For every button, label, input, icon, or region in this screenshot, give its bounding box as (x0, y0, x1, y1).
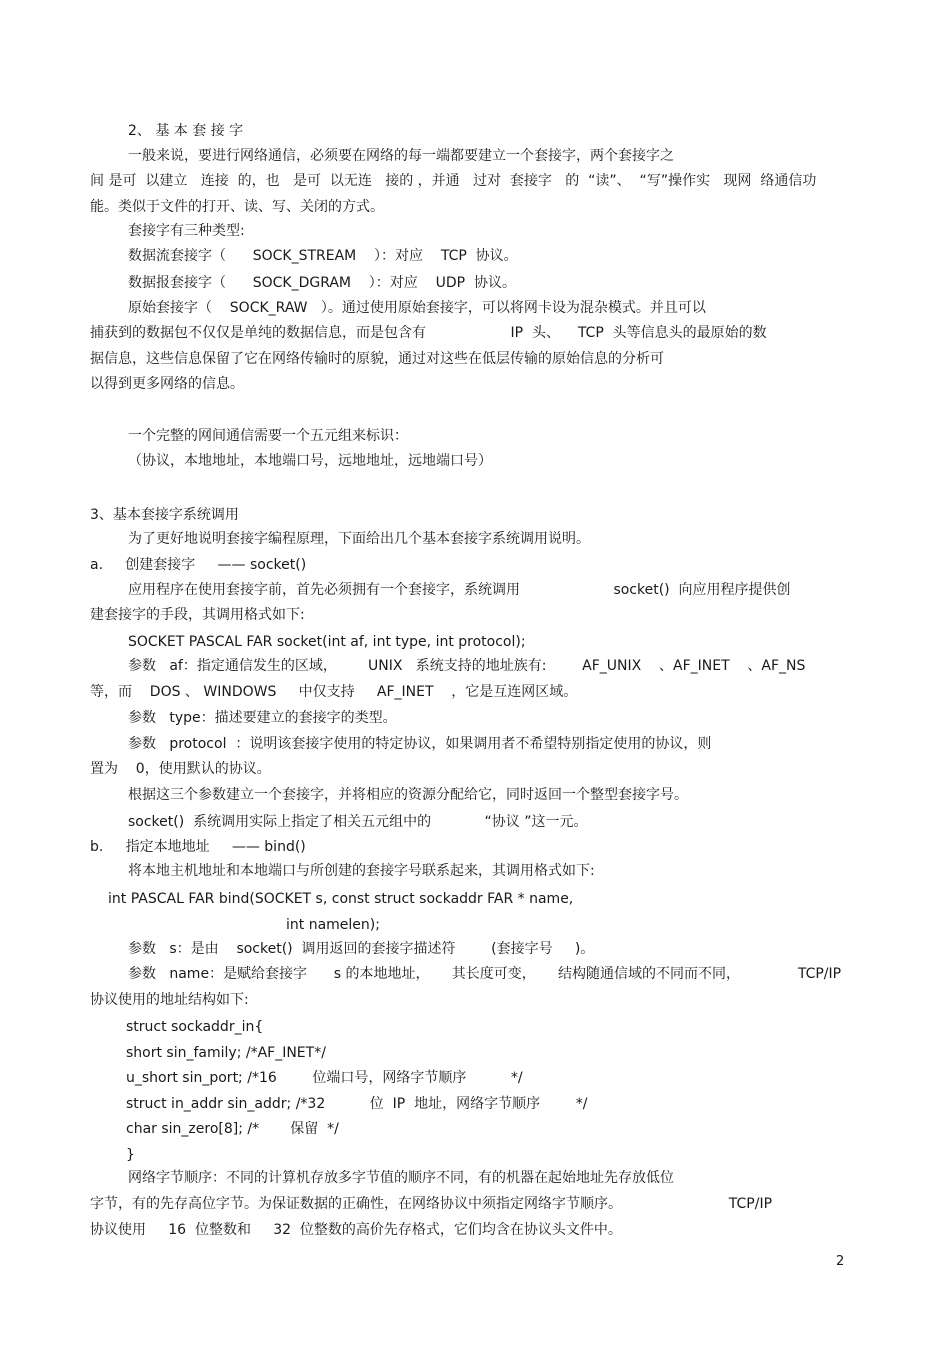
section-2-heading: 2、 基 本 套 接 字 (128, 123, 244, 139)
struct-line: u_short sin_port; /*16 位端口号，网络字节顺序 */ (126, 1070, 523, 1086)
socket-note: socket() 系统调用实际上指定了相关五元组中的 “协议 ”这一元。 (128, 814, 588, 830)
struct-line: struct in_addr sin_addr; /*32 位 IP 地址，网络字节顺序 */ (126, 1096, 588, 1112)
struct-line: struct sockaddr_in{ (126, 1019, 264, 1035)
socket-types-intro: 套接字有三种类型: (128, 223, 245, 239)
paragraph-line: 等，而 DOS 、 WINDOWS 中仅支持 AF_INET ，它是互连网区域。 (90, 684, 578, 700)
item-b-title: b. 指定本地地址 —— bind() (90, 839, 306, 855)
bind-signature-line-2: int namelen); (286, 917, 380, 933)
param-type: 参数 type：描述要建立的套接字的类型。 (128, 710, 397, 726)
paragraph-line: 捕获到的数据包不仅仅是单纯的数据信息，而是包含有 IP 头、 TCP 头等信息头的最原始的数 (90, 325, 767, 341)
struct-line: } (126, 1147, 135, 1163)
paragraph-line: 字节，有的先存高位字节。为保证数据的正确性，在网络协议中须指定网络字节顺序。 TCP/IP (90, 1196, 773, 1212)
bind-intro: 将本地主机地址和本地端口与所创建的套接字号联系起来，其调用格式如下: (128, 863, 595, 879)
page-number: 2 (836, 1254, 845, 1269)
paragraph-line: 能。类似于文件的打开、读、写、关闭的方式。 (90, 199, 384, 215)
param-s: 参数 s：是由 socket() 调用返回的套接字描述符 (套接字号 )。 (128, 941, 595, 957)
paragraph-line: 以得到更多网络的信息。 (90, 376, 244, 392)
paragraph-line: 一般来说，要进行网络通信，必须要在网络的每一端都要建立一个套接字，两个套接字之 (128, 148, 674, 164)
section-3-intro: 为了更好地说明套接字编程原理，下面给出几个基本套接字系统调用说明。 (128, 531, 590, 547)
paragraph-line: 间 是可 以建立 连接 的，也 是可 以无连 接的 ，并通 过对 套接字 的 “读”、 “写”操作实 现网 络通信功 (90, 173, 817, 189)
paragraph-line: 网络字节顺序：不同的计算机存放多字节值的顺序不同，有的机器在起始地址先存放低位 (128, 1170, 674, 1186)
five-tuple-intro: 一个完整的网间通信需要一个五元组来标识： (128, 428, 408, 444)
section-3-heading: 3、基本套接字系统调用 (90, 507, 239, 523)
socket-type-dgram: 数据报套接字（ SOCK_DGRAM ）：对应 UDP 协议。 (128, 275, 516, 291)
paragraph-line: 置为 0，使用默认的协议。 (90, 761, 271, 777)
struct-line: char sin_zero[8]; /* 保留 */ (126, 1121, 339, 1137)
paragraph-line: 参数 af：指定通信发生的区域， UNIX 系统支持的地址族有: AF_UNIX 、AF_INET 、AF_NS (128, 658, 806, 674)
paragraph-line: 原始套接字（ SOCK_RAW ）。通过使用原始套接字，可以将网卡设为混杂模式。并且可以 (128, 300, 706, 316)
paragraph-line: 建套接字的手段，其调用格式如下: (90, 607, 305, 623)
bind-signature-line-1: int PASCAL FAR bind(SOCKET s, const struct sockaddr FAR * name, (108, 891, 574, 907)
struct-line: short sin_family; /*AF_INET*/ (126, 1045, 326, 1061)
paragraph-line: 应用程序在使用套接字前，首先必须拥有一个套接字，系统调用 socket() 向应用程序提供创 (128, 582, 791, 598)
paragraph-line: 据信息，这些信息保留了它在网络传输时的原貌，通过对这些在低层传输的原始信息的分析可 (90, 351, 664, 367)
paragraph-line: 协议使用的地址结构如下: (90, 992, 249, 1008)
socket-result: 根据这三个参数建立一个套接字，并将相应的资源分配给它，同时返回一个整型套接字号。 (128, 787, 688, 803)
paragraph-line: 协议使用 16 位整数和 32 位整数的高价先存格式，它们均含在协议头文件中。 (90, 1222, 622, 1238)
five-tuple: （协议，本地地址，本地端口号，远地地址，远地端口号） (128, 453, 492, 469)
item-a-title: a. 创建套接字 —— socket() (90, 557, 307, 573)
socket-type-stream: 数据流套接字（ SOCK_STREAM ）：对应 TCP 协议。 (128, 248, 518, 264)
paragraph-line: 参数 name：是赋给套接字 s 的本地地址， 其长度可变， 结构随通信域的不同而不同， TCP/IP (128, 966, 842, 982)
paragraph-line: 参数 protocol ：说明该套接字使用的特定协议，如果调用者不希望特别指定使用的协议，则 (128, 736, 712, 752)
socket-signature: SOCKET PASCAL FAR socket(int af, int type, int protocol); (128, 634, 526, 650)
